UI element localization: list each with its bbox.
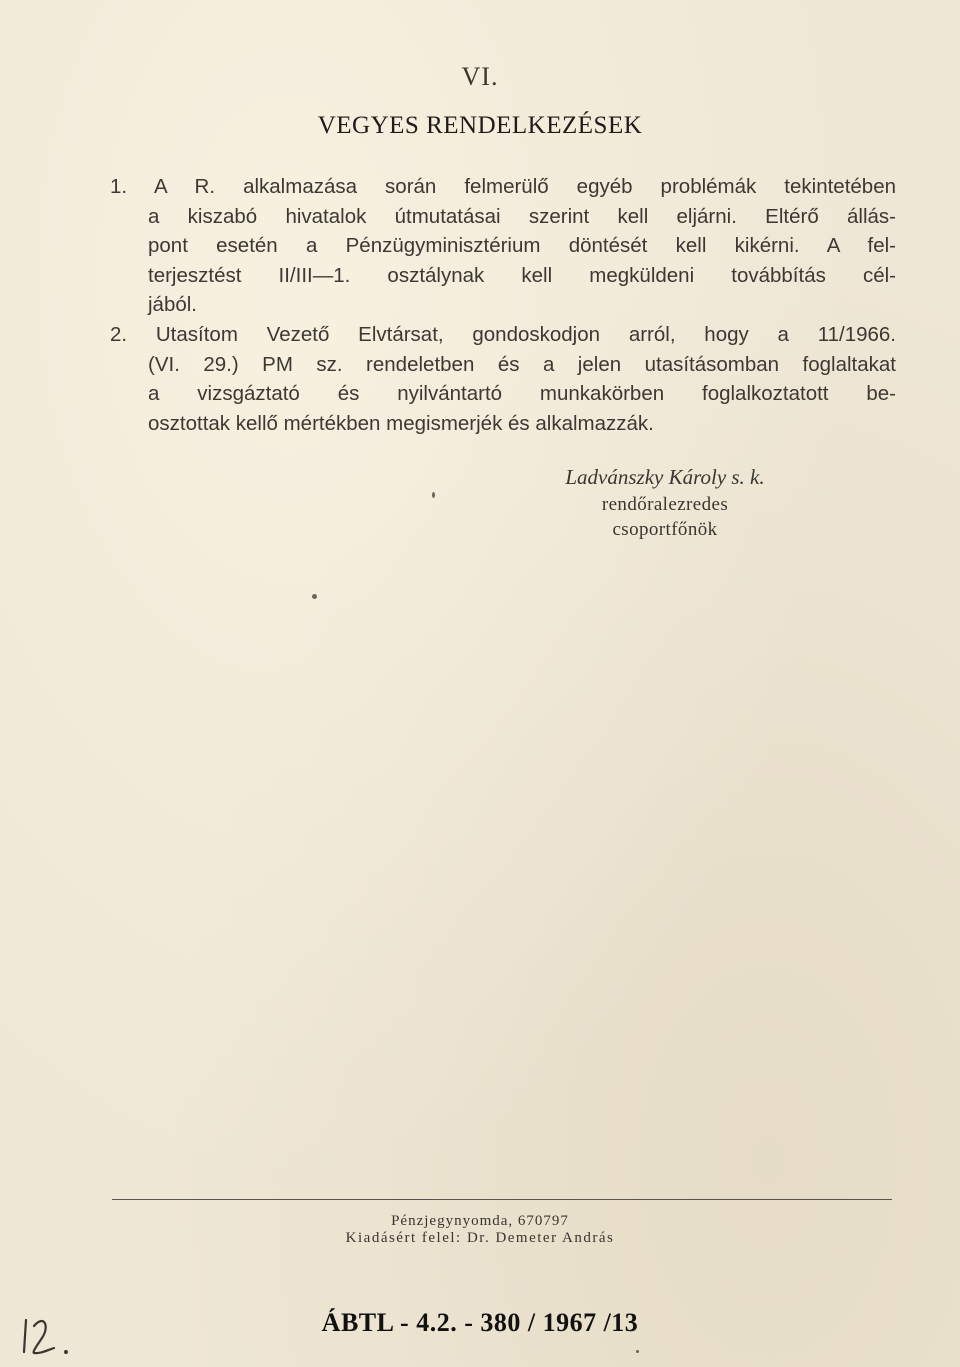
printer-line: Pénzjegynyomda, 670797	[391, 1213, 569, 1229]
paragraph-1-line-4: terjesztést II/III—1. osztálynak kell megküldeni továbbítás cél-	[148, 263, 896, 287]
handwritten-page-number	[18, 1312, 78, 1360]
paragraph-1-line-2: a kiszabó hivatalok útmutatásai szerint kell eljárni. Eltérő állás-	[148, 204, 896, 228]
paragraph-2-line-1: 2. Utasítom Vezető Elvtársat, gondoskodjon arról, hogy a 11/1966.	[110, 323, 896, 346]
print-speck	[312, 594, 317, 599]
section-title: VEGYES RENDELKEZÉSEK	[317, 112, 643, 139]
signature-block	[480, 462, 850, 542]
archive-reference: ÁBTL - 4.2. - 380 / 1967 /13	[321, 1308, 639, 1337]
paragraph-1-line-1: 1. A R. alkalmazása során felmerülő egyéb problémák tekintetében	[110, 175, 896, 198]
paragraph-2-line-3: a vizsgáztató és nyilvántartó munkakörben foglalkoztatott be-	[148, 382, 896, 405]
paragraph-1-line-5: jából.	[148, 293, 198, 316]
footer-divider	[112, 1199, 892, 1200]
publisher-line: Kiadásért felel: Dr. Demeter András	[345, 1230, 615, 1246]
signatory-rank: rendőralezredes	[601, 494, 729, 515]
signatory-position: csoportfőnök	[612, 519, 718, 540]
print-speck	[432, 492, 435, 498]
chapter-number: VI.	[461, 62, 499, 91]
print-speck	[636, 1350, 639, 1353]
paragraph-1-line-3: pont esetén a Pénzügyminisztérium döntését kell kikérni. A fel-	[148, 234, 896, 257]
paragraph-2	[110, 320, 896, 438]
paragraph-2-line-2: (VI. 29.) PM sz. rendeletben és a jelen utasításomban foglaltakat	[148, 352, 896, 376]
paragraph-2-line-4: osztottak kellő mértékben megismerjék és alkalmazzák.	[148, 411, 654, 435]
signatory-name: Ladvánszky Károly s. k.	[565, 465, 765, 489]
paragraph-1	[110, 172, 896, 320]
